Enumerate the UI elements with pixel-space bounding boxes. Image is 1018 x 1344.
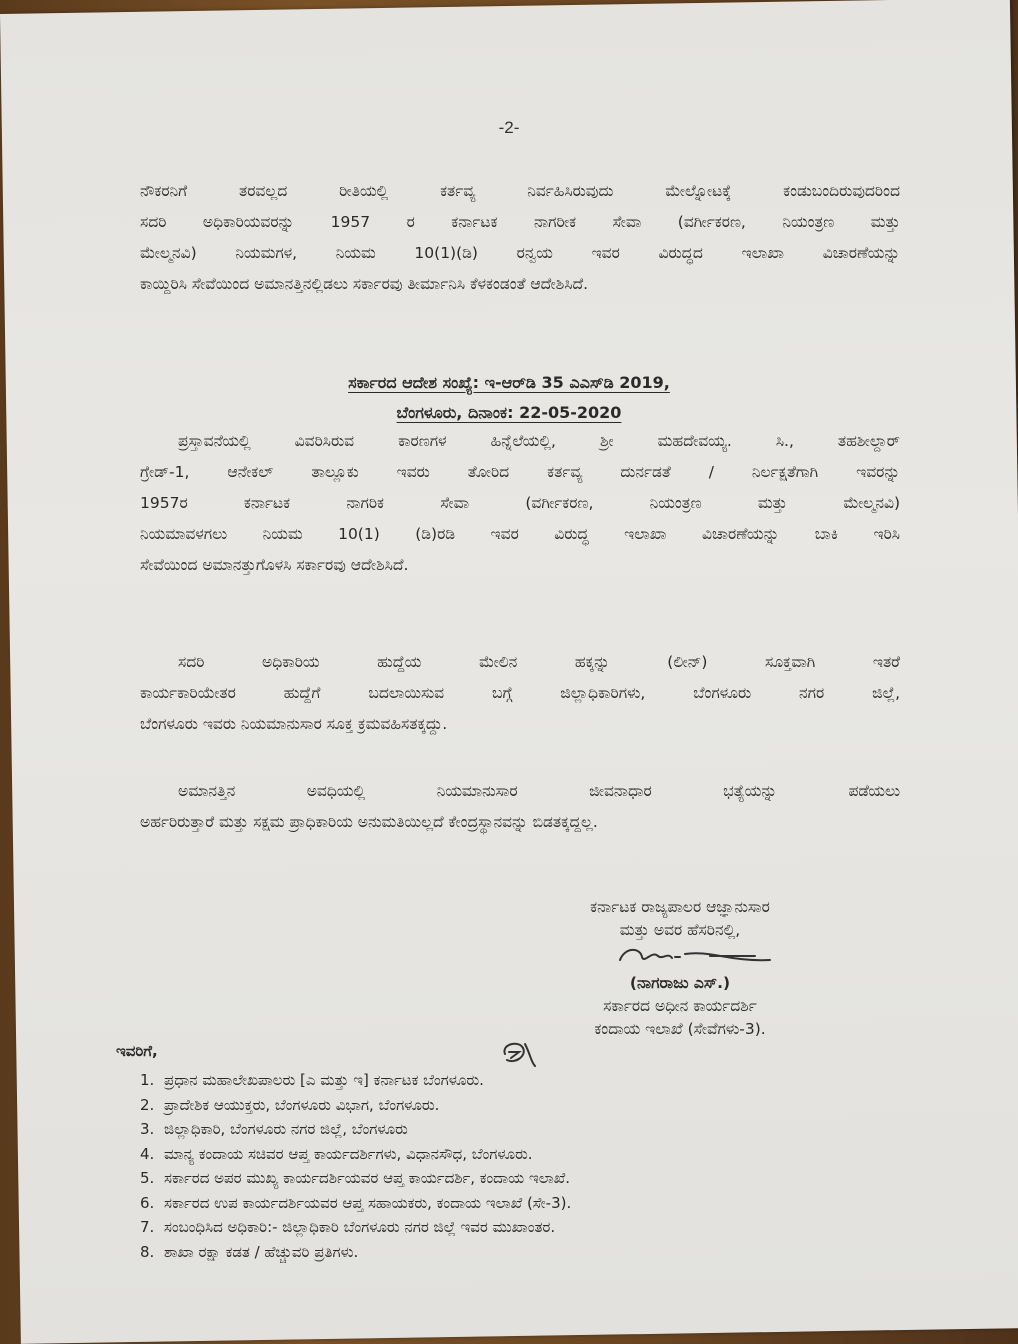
signature-icon bbox=[520, 942, 840, 972]
text-line: ನಿಯಮಾವಳಗಲು ನಿಯಮ 10(1) (ಡಿ)ರಡಿ ಇವರ ವಿರುದ್ಧ ಇಲಾಖಾ ವಿಚಾರಣೆಯನ್ನು ಬಾಕಿ ಇರಿಸಿ bbox=[140, 525, 900, 543]
signatory-department: ಕಂದಾಯ ಇಲಾಖೆ (ಸೇವೆಗಳು-3). bbox=[594, 1020, 766, 1038]
recipients-label: ಇವರಿಗೆ, bbox=[116, 1042, 158, 1060]
list-item: 7. ಸಂಬಂಧಿಸಿದ ಅಧಿಕಾರಿ:- ಜಿಲ್ಲಾಧಿಕಾರಿ ಬೆಂಗಳೂರು ನಗರ ಜಿಲ್ಲೆ ಇವರ ಮುಖಾಂತರ. bbox=[140, 1218, 556, 1236]
text-line: ಮೇಲ್ಮನವಿ) ನಿಯಮಗಳ, ನಿಯಮ 10(1)(ಡಿ) ರನ್ವಯ ಇವರ ವಿರುದ್ಧದ ಇಲಾಖಾ ವಿಚಾರಣೆಯನ್ನು bbox=[140, 244, 900, 262]
paragraph-2 bbox=[140, 426, 900, 581]
recipients-list bbox=[140, 1068, 571, 1264]
text-line: ಕಾಯ್ದಿರಿಸಿ ಸೇವೆಯಿಂದ ಅಮಾನತ್ತಿನಲ್ಲಿಡಲು ಸರ್ಕಾರವು ತೀರ್ಮಾನಿಸಿ ಕೆಳಕಂಡಂತೆ ಆದೇಶಿಸಿದೆ. bbox=[140, 275, 588, 293]
list-item: 8. ಶಾಖಾ ರಕ್ಷಾ ಕಡತ / ಹೆಚ್ಚುವರಿ ಪ್ರತಿಗಳು. bbox=[140, 1242, 359, 1261]
list-item: 3. ಜಿಲ್ಲಾಧಿಕಾರಿ, ಬೆಂಗಳೂರು ನಗರ ಜಿಲ್ಲೆ, ಬೆಂಗಳೂರು bbox=[140, 1120, 408, 1138]
list-item: 2. ಪ್ರಾದೇಶಿಕ ಆಯುಕ್ತರು, ಬೆಂಗಳೂರು ವಿಭಾಗ, ಬೆಂಗಳೂರು. bbox=[140, 1095, 440, 1114]
list-item: 1. ಪ್ರಧಾನ ಮಹಾಲೇಖಪಾಲರು [ಎ ಮತ್ತು ಇ] ಕರ್ನಾಟಕ ಬೆಂಗಳೂರು. bbox=[140, 1071, 484, 1089]
list-item: 4. ಮಾನ್ಯ ಕಂದಾಯ ಸಚಿವರ ಆಪ್ತ ಕಾರ್ಯದರ್ಶಿಗಳು, ವಿಧಾನಸೌಧ, ಬೆಂಗಳೂರು. bbox=[140, 1144, 533, 1163]
order-heading bbox=[0, 368, 1018, 428]
text-line: ಗ್ರೇಡ್-1, ಆನೇಕಲ್ ತಾಲ್ಲೂಕು ಇವರು ತೋರಿದ ಕರ್ತವ್ಯ ದುರ್ನಡತೆ / ನಿರ್ಲಕ್ಷತೆಗಾಗಿ ಇವರನ್ನು bbox=[140, 463, 900, 481]
authority-line: ಕರ್ನಾಟಕ ರಾಜ್ಯಪಾಲರ ಆಜ್ಞಾನುಸಾರ bbox=[590, 898, 770, 916]
text-line: ಬೆಂಗಳೂರು ಇವರು ನಿಯಮಾನುಸಾರ ಸೂಕ್ತ ಕ್ರಮವಹಿಸತಕ್ಕದ್ದು. bbox=[140, 715, 448, 733]
page-number: -2- bbox=[498, 118, 520, 137]
order-number: ಸರ್ಕಾರದ ಆದೇಶ ಸಂಖ್ಯೆ: ಇ-ಆರ್‌ಡಿ 35 ಎಎಸ್‌ಡಿ 2019, bbox=[348, 373, 670, 392]
order-date: ಬೆಂಗಳೂರು, ದಿನಾಂಕ: 22-05-2020 bbox=[396, 403, 622, 422]
text-line: 1957ರ ಕರ್ನಾಟಕ ನಾಗರಿಕ ಸೇವಾ (ವರ್ಗೀಕರಣ, ನಿಯಂತ್ರಣ ಮತ್ತು ಮೇಲ್ಮನವಿ) bbox=[140, 494, 900, 512]
text-line: ಅರ್ಹರಿರುತ್ತಾರೆ ಮತ್ತು ಸಕ್ಷಮ ಪ್ರಾಧಿಕಾರಿಯ ಅನುಮತಿಯಿಲ್ಲದೆ ಕೇಂದ್ರಸ್ಥಾನವನ್ನು ಬಿಡತಕ್ಕದ್ದಲ್ಲ. bbox=[140, 813, 598, 831]
text-line: ನೌಕರನಿಗೆ ತರವಲ್ಲದ ರೀತಿಯಲ್ಲಿ ಕರ್ತವ್ಯ ನಿರ್ವಹಿಸಿರುವುದು ಮೇಲ್ನೋಟಕ್ಕೆ ಕಂಡುಬಂದಿರುವುದರಿಂದ bbox=[140, 182, 900, 200]
text-line: ಅಮಾನತ್ತಿನ ಅವಧಿಯಲ್ಲಿ ನಿಯಮಾನುಸಾರ ಜೀವನಾಧಾರ ಭತ್ಯೆಯನ್ನು ಪಡೆಯಲು bbox=[178, 782, 900, 800]
paragraph-3 bbox=[140, 647, 900, 740]
list-item: 5. ಸರ್ಕಾರದ ಅಪರ ಮುಖ್ಯ ಕಾರ್ಯದರ್ಶಿಯವರ ಆಪ್ತ ಕಾರ್ಯದರ್ಶಿ, ಕಂದಾಯ ಇಲಾಖೆ. bbox=[140, 1169, 571, 1187]
text-line: ಸದರಿ ಅಧಿಕಾರಿಯವರನ್ನು 1957 ರ ಕರ್ನಾಟಕ ನಾಗರೀಕ ಸೇವಾ (ವರ್ಗೀಕರಣ, ನಿಯಂತ್ರಣ ಮತ್ತು bbox=[140, 213, 900, 231]
authority-line: ಮತ್ತು ಅವರ ಹೆಸರಿನಲ್ಲಿ, bbox=[619, 921, 741, 939]
signatory-name: (ನಾಗರಾಜು ಎಸ್.) bbox=[629, 974, 731, 992]
signature-block bbox=[520, 896, 840, 1041]
text-line: ಪ್ರಸ್ತಾವನೆಯಲ್ಲಿ ವಿವರಿಸಿರುವ ಕಾರಣಗಳ ಹಿನ್ನೆಲೆಯಲ್ಲಿ, ಶ್ರೀ ಮಹದೇವಯ್ಯ. ಸಿ., ತಹಶೀಲ್ದಾರ್ bbox=[178, 432, 900, 450]
text-line: ಸದರಿ ಅಧಿಕಾರಿಯ ಹುದ್ದೆಯ ಮೇಲಿನ ಹಕ್ಕನ್ನು (ಲೀನ್) ಸೂಕ್ತವಾಗಿ ಇತರೆ bbox=[178, 653, 900, 671]
text-line: ಕಾರ್ಯಕಾರಿಯೇತರ ಹುದ್ದೆಗೆ ಬದಲಾಯಿಸುವ ಬಗ್ಗೆ ಜಿಲ್ಲಾಧಿಕಾರಿಗಳು, ಬೆಂಗಳೂರು ನಗರ ಜಿಲ್ಲೆ, bbox=[140, 684, 900, 702]
paragraph-1 bbox=[140, 176, 900, 300]
paragraph-4 bbox=[140, 776, 900, 838]
signatory-designation: ಸರ್ಕಾರದ ಅಧೀನ ಕಾರ್ಯದರ್ಶಿ bbox=[603, 997, 757, 1015]
text-line: ಸೇವೆಯಿಂದ ಅಮಾನತ್ತುಗೊಳಸಿ ಸರ್ಕಾರವು ಆದೇಶಿಸಿದೆ. bbox=[140, 556, 409, 574]
list-item: 6. ಸರ್ಕಾರದ ಉಪ ಕಾರ್ಯದರ್ಶಿಯವರ ಆಪ್ತ ಸಹಾಯಕರು, ಕಂದಾಯ ಇಲಾಖೆ (ಸೇ-3). bbox=[140, 1193, 572, 1212]
